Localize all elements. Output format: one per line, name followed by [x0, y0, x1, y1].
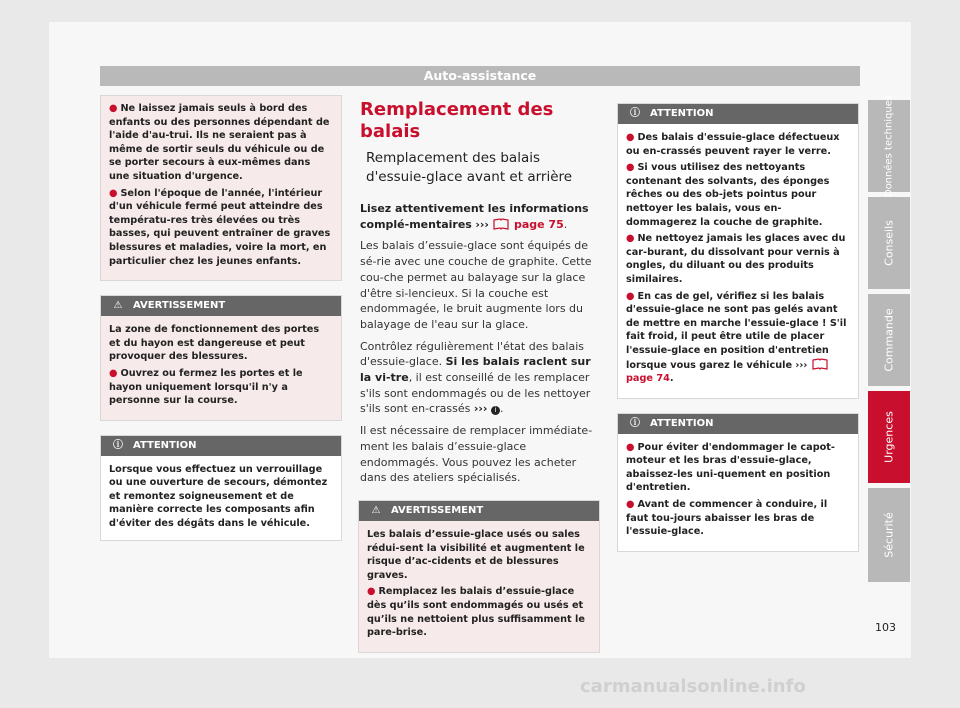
info-circle-icon: ⓘ [113, 439, 123, 451]
attention-box [617, 103, 859, 399]
list-item: ● Ouvrez ou fermez les portes et le hayon uniquement lorsqu'il n'y a personne sur la course. [109, 367, 303, 407]
attention-title: ATTENTION [650, 417, 714, 429]
tab-donnees-techniques[interactable]: Données techniques [868, 100, 910, 192]
warning-icon: ⚠ [113, 300, 123, 312]
column-3 [617, 103, 859, 552]
warning-title: AVERTISSEMENT [133, 300, 226, 312]
attention-title: ATTENTION [133, 439, 197, 451]
tab-securite[interactable]: Sécurité [868, 488, 910, 582]
section-header: Auto-assistance [100, 66, 860, 86]
attention-title: ATTENTION [650, 108, 714, 119]
paragraph: Il est nécessaire de remplacer immédiate-ment les balais d’essuie-glace endommagés. Vous pouvez les acheter dans des ateliers spécialisés. [360, 424, 593, 485]
warning-title: AVERTISSEMENT [391, 504, 484, 516]
info-circle-icon: ⓘ [630, 108, 640, 119]
paragraph-part: , il est conseillé de les remplacer s'ils sont endommagés ou de les nettoyer s'ils sont en-crassés [360, 371, 591, 416]
list-item: ● Des balais d'essuie-glace défectueux ou en-crassés peuvent rayer le verre. [626, 132, 840, 157]
list-item: ● En cas de gel, vérifiez si les balais d'essuie-glace ne sont pas gelés avant de mettre en marche l'essuie-glace ! S'il fait froid, il peut être utile de placer l'essuie-glace en position d'entretien lorsque vous garez le véhicule ››› page 74. [626, 290, 847, 385]
list-item: ● Remplacez les balais d’essuie-glace dès qu’ils sont endommagés ou usés et qu’ils ne nettoient plus suffisamment le pare-brise. [367, 586, 585, 639]
warning-continued-box [100, 95, 342, 281]
list-item: ● Pour éviter d'endommager le capot-moteur et les bras d'essuie-glace, abaissez-les uni-quement en position d'entretien. [626, 441, 835, 494]
tab-conseils[interactable]: Conseils [868, 197, 910, 289]
list-item: ● Ne nettoyez jamais les glaces avec du car-burant, du dissolvant pour vernis à ongles, du diluant ou des produits similaires. [626, 233, 846, 285]
page-ref-link[interactable]: page 74 [626, 373, 670, 385]
section-title: Remplacement des balais [360, 99, 554, 142]
warning-text: La zone de fonctionnement des portes et du hayon est dangereuse et peut provoquer des blessures. [109, 324, 320, 363]
list-item: ● Ne laissez jamais seuls à bord des enfants ou des personnes dépendant de l'aide d'au-trui. Ils ne seraient pas à même de sortir seuls du véhicule ou de se porter secours à eux-mêmes dans une situation d'urgence. [109, 103, 330, 182]
warning-icon: ⚠ [371, 504, 381, 516]
warning-text: Les balais d’essuie-glace usés ou sales rédui-sent la visibilité et augmentent le risque d’ac-cidents et de blessures graves. [367, 528, 585, 581]
list-item: ● Avant de commencer à conduire, il faut tou-jours abaisser les bras de l'essuie-glace. [626, 499, 828, 538]
tab-commande[interactable]: Commande [868, 294, 910, 386]
attention-text: Lorsque vous effectuez un verrouillage ou une ouverture de secours, démontez et remontez soigneusement et de manière correcte les composants afin d'éviter des dégâts dans le véhicule. [109, 463, 328, 530]
column-2: Remplacement des balais Remplacement des balais d'essuie-glace avant et arrière Lisez attentivement les informations complé-mentaires ››› page 75. Les balais d’essuie-glace sont équipés de sé-rie avec une couche de graphite. Cette cou-che permet au balayage sur la glace d'être si-lencieux. Si la couche est endommagée, le bruit augmente lors du balayage de l'eau sur la glace. Contrôlez régulièrement l'état des balais d'essuie-glace. Si les balais raclent sur la vi-tre, il est conseillé de les remplacer s'ils sont endommagés ou de les nettoyer s'ils sont en-crassés ››› i . Il est nécessaire de remplacer immédiate-ment les balais d’essuie-glace endommagés. Vous pouvez les acheter dans des ateliers spécialisés. ⚠ AVERTISSEMENT Les balais d’essuie-glace usés ou sales rédui-sent la visibilité et augmentent le risque d’ac-cidents et de blessures graves. ● Remplacez les balais d’essuie-glace dès qu’ils sont endommagés ou usés et qu’ils ne nettoient plus suffisamment le pare-brise. [358, 95, 600, 653]
page-ref-link[interactable]: page 75 [513, 217, 564, 231]
attention-box [617, 413, 859, 552]
list-item: ● Si vous utilisez des nettoyants contenant des solvants, des éponges rêches ou des ob-jets pointus pour nettoyer les balais, vous en-dommagerez la couche de graphite. [626, 162, 830, 228]
list-item: ● Selon l'époque de l'année, l'intérieur d'un véhicule fermé peut atteindre des températu-res très élevées ou très basses, qui peuvent entraîner de graves blessures et maladies, voire la mort, en particulier chez les jeunes enfants. [109, 187, 331, 267]
emphasis-text: Si les balais raclent sur la vi-tre [360, 355, 591, 385]
attention-box [100, 435, 342, 541]
book-icon [492, 218, 510, 230]
paragraph: Les balais d’essuie-glace sont équipés de sé-rie avec une couche de graphite. Cette cou-che permet au balayage sur la glace d'être si-lencieux. Si la couche est endommagée, le bruit augmente lors du balayage de l'eau sur la glace. [360, 239, 592, 331]
watermark: carmanualsonline.info [580, 676, 806, 697]
intro-text: Lisez attentivement les informations complé-mentaires [360, 202, 589, 231]
tab-urgences[interactable]: Urgences [868, 391, 910, 483]
warning-box [358, 500, 600, 653]
paragraph-part: Contrôlez régulièrement l'état des balais d'essuie-glace. [360, 339, 584, 369]
book-icon [811, 358, 829, 370]
info-circle-icon: ⓘ [630, 417, 640, 429]
page-number: 103 [875, 621, 896, 634]
warning-box [100, 295, 342, 421]
column-1 [100, 95, 342, 541]
section-subtitle: Remplacement des balais d'essuie-glace avant et arrière [366, 150, 573, 185]
info-dot-icon: i [491, 406, 500, 415]
